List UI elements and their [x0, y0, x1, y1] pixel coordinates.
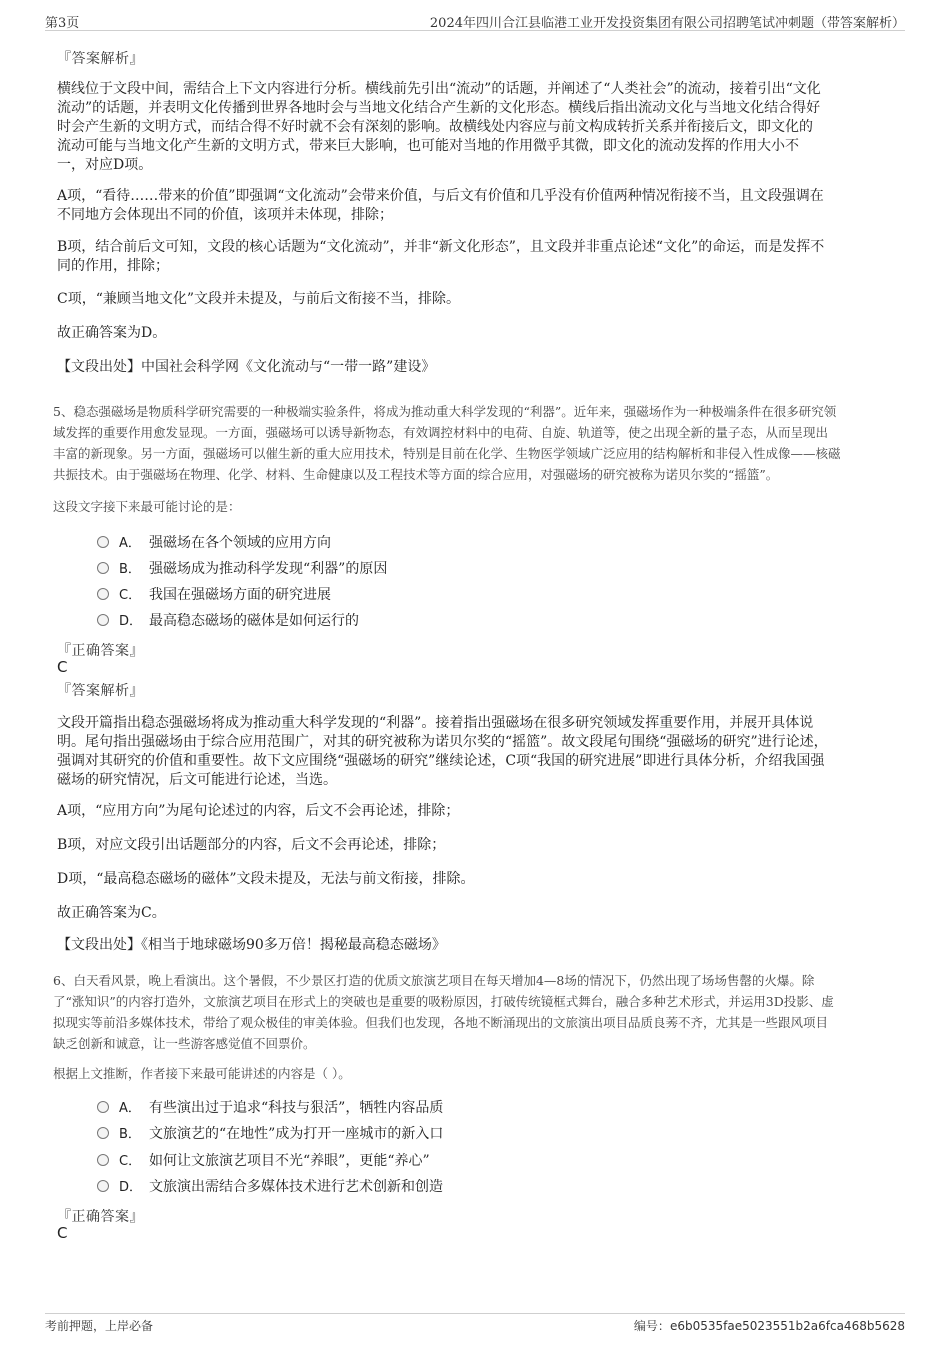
text-line: 5、稳态强磁场是物质科学研究需要的一种极端实验条件，将成为推动重大科学发现的“利器”。近年来，强磁场作为一种极端条件在很多研究领	[53, 404, 837, 419]
page-footer	[45, 1313, 905, 1336]
option-letter: B．	[119, 1127, 141, 1142]
q4-option-a-analysis	[57, 187, 892, 225]
page-header	[45, 8, 905, 31]
text-line: 磁场的研究情况，后文可能进行论述，当选。	[57, 772, 337, 788]
option-letter: C．	[119, 1154, 142, 1169]
radio-button[interactable]	[97, 614, 109, 626]
radio-button[interactable]	[97, 562, 109, 574]
q5-option-a[interactable]	[97, 532, 331, 554]
q6-question: 根据上文推断，作者接下来最可能讲述的内容是（ ）。	[53, 1066, 351, 1081]
text-line: 流动可能与当地文化产生新的文明方式，带来巨大影响，也可能对当地的作用微乎其微，即文化的流动发挥的作用大小不	[57, 138, 799, 154]
text-line: 不同地方会体现出不同的价值，该项并未体现，排除；	[57, 207, 393, 223]
q5-option-b-analysis: B项，对应文段引出话题部分的内容，后文不会再论述，排除；	[57, 837, 446, 853]
text-line: B项，结合前后文可知，文段的核心话题为“文化流动”，并非“新文化形态”，且文段并非重点论述“文化”的命运，而是发挥不	[57, 239, 825, 255]
text-line: 同的作用，排除；	[57, 258, 169, 274]
option-letter: A．	[119, 536, 141, 551]
q5-source: 【文段出处】《相当于地球磁场90多万倍！揭秘最高稳态磁场》	[57, 937, 446, 953]
option-letter: D．	[119, 1180, 143, 1195]
radio-button[interactable]	[97, 1127, 109, 1139]
q6-answer: C	[57, 1224, 68, 1242]
text-line: 丰富的新现象。另一方面，强磁场可以催生新的重大应用技术，特别是目前在化学、生物医学领域广泛应用的结构解析和非侵入性成像——核磁	[53, 446, 841, 461]
analysis-label: 『答案解析』	[57, 683, 144, 699]
q5-option-a-analysis: A项，“应用方向”为尾句论述过的内容，后文不会再论述，排除；	[57, 803, 460, 819]
q6-option-c[interactable]	[97, 1150, 430, 1172]
text-line: 文段开篇指出稳态强磁场将成为推动重大科学发现的“利器”。接着指出强磁场在很多研究领域发挥重要作用，并展开具体说	[57, 715, 814, 731]
radio-button[interactable]	[97, 1180, 109, 1192]
radio-button[interactable]	[97, 1154, 109, 1166]
text-line: 横线位于文段中间，需结合上下文内容进行分析。横线前先引出“流动”的话题，并阐述了“人类社会”的流动，接着引出“文化	[57, 81, 821, 97]
code-label: 编号：	[633, 1319, 670, 1333]
option-letter: D．	[119, 614, 143, 629]
radio-button[interactable]	[97, 588, 109, 600]
q6-option-a[interactable]	[97, 1097, 443, 1119]
q5-option-d-analysis: D项，“最高稳态磁场的磁体”文段未提及，无法与前文衔接，排除。	[57, 871, 475, 887]
text-line: 流动”的话题，并表明文化传播到世界各地时会与当地文化结合产生新的文化形态。横线后指出流动文化与当地文化结合得好	[57, 100, 821, 116]
q5-option-c[interactable]	[97, 584, 331, 606]
text-line: 了“涨知识”的内容打造外，文旅演艺项目在形式上的突破也是重要的吸粉原因，打破传统镜框式舞台，融合多种艺术形式，并运用3D投影、虚	[53, 994, 834, 1009]
q5-analysis	[57, 714, 892, 790]
q5-stem	[53, 401, 898, 485]
option-text: 强磁场在各个领域的应用方向	[149, 535, 331, 551]
option-letter: B．	[119, 562, 141, 577]
q5-option-b[interactable]	[97, 558, 387, 580]
q4-option-c-analysis: C项，“兼顾当地文化”文段并未提及，与前后文衔接不当，排除。	[57, 291, 461, 307]
text-line: 时会产生新的文明方式，而结合得不好时就不会有深刻的影响。故横线处内容应与前文构成转折关系并衔接后文，即文化的	[57, 119, 813, 135]
text-line: A项，“看待……带来的价值”即强调“文化流动”会带来价值，与后文有价值和几乎没有价值两种情况衔接不当，且文段强调在	[57, 188, 824, 204]
answer-label: 『正确答案』	[57, 1209, 144, 1225]
answer-label: 『正确答案』	[57, 643, 144, 659]
text-line: 域发挥的重要作用愈发显现。一方面，强磁场可以诱导新物态，有效调控材料中的电荷、自旋、轨道等，使之出现全新的量子态，从而呈现出	[53, 425, 829, 440]
option-text: 文旅演艺的“在地性”成为打开一座城市的新入口	[149, 1126, 444, 1142]
text-line: 缺乏创新和诚意，让一些游客感觉值不回票价。	[53, 1036, 316, 1051]
q4-source: 【文段出处】中国社会科学网《文化流动与“一带一路”建设》	[57, 359, 436, 375]
analysis-label: 『答案解析』	[57, 51, 144, 67]
document-title: 2024年四川合江县临港工业开发投资集团有限公司招聘笔试冲刺题（带答案解析）	[429, 16, 905, 31]
q6-option-b[interactable]	[97, 1123, 443, 1145]
option-letter: C．	[119, 588, 142, 603]
option-letter: A．	[119, 1101, 141, 1116]
q4-conclusion: 故正确答案为D。	[57, 325, 167, 341]
text-line: 共振技术。由于强磁场在物理、化学、材料、生命健康以及工程技术等方面的综合应用，对强磁场的研究被称为诺贝尔奖的“摇篮”。	[53, 467, 779, 482]
q5-question: 这段文字接下来最可能讨论的是：	[53, 499, 241, 514]
radio-button[interactable]	[97, 536, 109, 548]
page-number: 第3页	[45, 16, 80, 31]
footer-slogan: 考前押题，上岸必备	[45, 1319, 154, 1333]
option-text: 文旅演出需结合多媒体技术进行艺术创新和创造	[149, 1179, 443, 1195]
q5-answer: C	[57, 658, 68, 676]
option-text: 我国在强磁场方面的研究进展	[149, 587, 331, 603]
option-text: 有些演出过于追求“科技与狠活”，牺牲内容品质	[149, 1100, 444, 1116]
option-text: 强磁场成为推动科学发现“利器”的原因	[149, 561, 388, 577]
option-text: 最高稳态磁场的磁体是如何运行的	[149, 613, 359, 629]
text-line: 6、白天看风景，晚上看演出。这个暑假，不少景区打造的优质文旅演艺项目在每天增加4—8场的情况下，仍然出现了场场售罄的火爆。除	[53, 973, 815, 988]
q4-option-b-analysis	[57, 238, 892, 276]
q6-option-d[interactable]	[97, 1176, 443, 1198]
text-line: 拟现实等前沿多媒体技术，带给了观众极佳的审美体验。但我们也发现，各地不断涌现出的文旅演出项目品质良莠不齐，尤其是一些跟风项目	[53, 1015, 829, 1030]
code-value: e6b0535fae5023551b2a6fca468b5628	[669, 1319, 905, 1333]
text-line: 明。尾句指出强磁场由于综合应用范围广，对其的研究被称为诺贝尔奖的“摇篮”。故文段尾句围绕“强磁场的研究”进行论述，	[57, 734, 828, 750]
q5-conclusion: 故正确答案为C。	[57, 905, 166, 921]
q6-stem	[53, 970, 898, 1054]
q4-analysis	[57, 80, 892, 175]
option-text: 如何让文旅演艺项目不光“养眼”，更能“养心”	[149, 1153, 430, 1169]
document-code	[634, 1317, 905, 1334]
q5-option-d[interactable]	[97, 610, 359, 632]
text-line: 强调对其研究的价值和重要性。故下文应围绕“强磁场的研究”继续论述，C项“我国的研究进展”即进行具体分析，介绍我国强	[57, 753, 825, 769]
text-line: 一，对应D项。	[57, 157, 153, 173]
radio-button[interactable]	[97, 1101, 109, 1113]
